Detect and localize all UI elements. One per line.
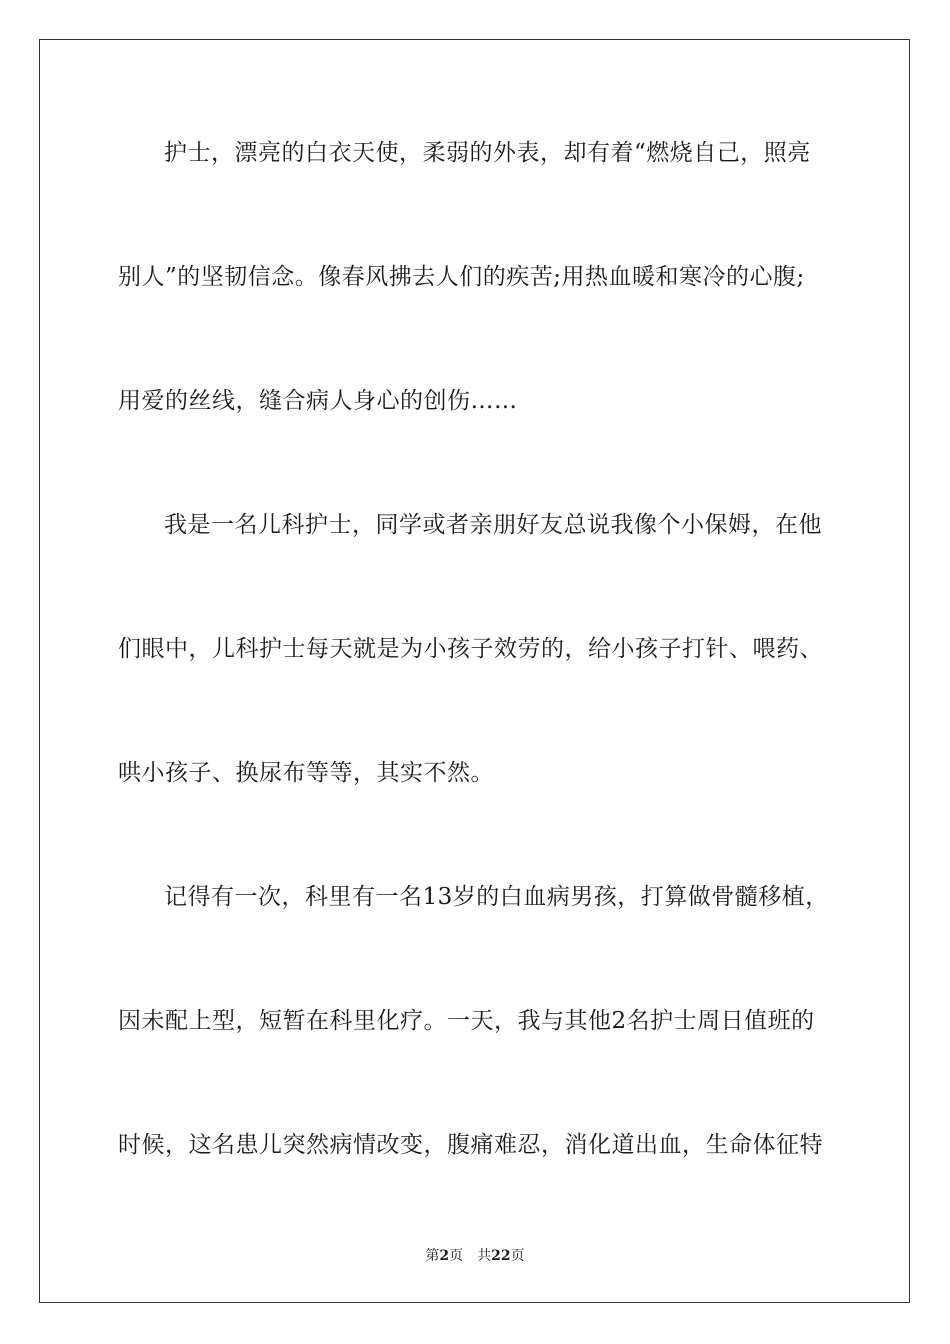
page-total: 22: [491, 1248, 511, 1264]
paragraph-line: 哄小孩子、换尿布等等，其实不然。: [118, 760, 494, 786]
page-current: 2: [439, 1248, 450, 1264]
paragraph-line: 们眼中，儿科护士每天就是为小孩子效劳的，给小孩子打针、喂药、: [118, 636, 823, 662]
total-suffix: 页: [510, 1248, 525, 1264]
paragraph-line: 时候，这名患儿突然病情改变，腹痛难忍，消化道出血，生命体征特: [118, 1132, 823, 1158]
page-prefix: 第: [425, 1248, 440, 1264]
page-border: [39, 39, 910, 1303]
paragraph-line: 记得有一次，科里有一名13岁的白血病男孩，打算做骨髓移植，: [164, 884, 829, 910]
paragraph-line: 用爱的丝线，缝合病人身心的创伤……: [118, 388, 518, 414]
page-suffix: 页: [449, 1248, 464, 1264]
paragraph-line: 我是一名儿科护士，同学或者亲朋好友总说我像个小保姆，在他: [164, 512, 822, 538]
paragraph-line: 别人”的坚韧信念。像春风拂去人们的疾苦;用热血暖和寒冷的心腹;: [118, 264, 805, 290]
page-footer: [0, 1246, 950, 1266]
total-prefix: 共: [477, 1248, 492, 1264]
paragraph-line: 因未配上型，短暂在科里化疗。一天，我与其他2名护士周日值班的: [118, 1008, 815, 1034]
paragraph-line: 护士，漂亮的白衣天使，柔弱的外表，却有着“燃烧自己，照亮: [164, 140, 811, 166]
